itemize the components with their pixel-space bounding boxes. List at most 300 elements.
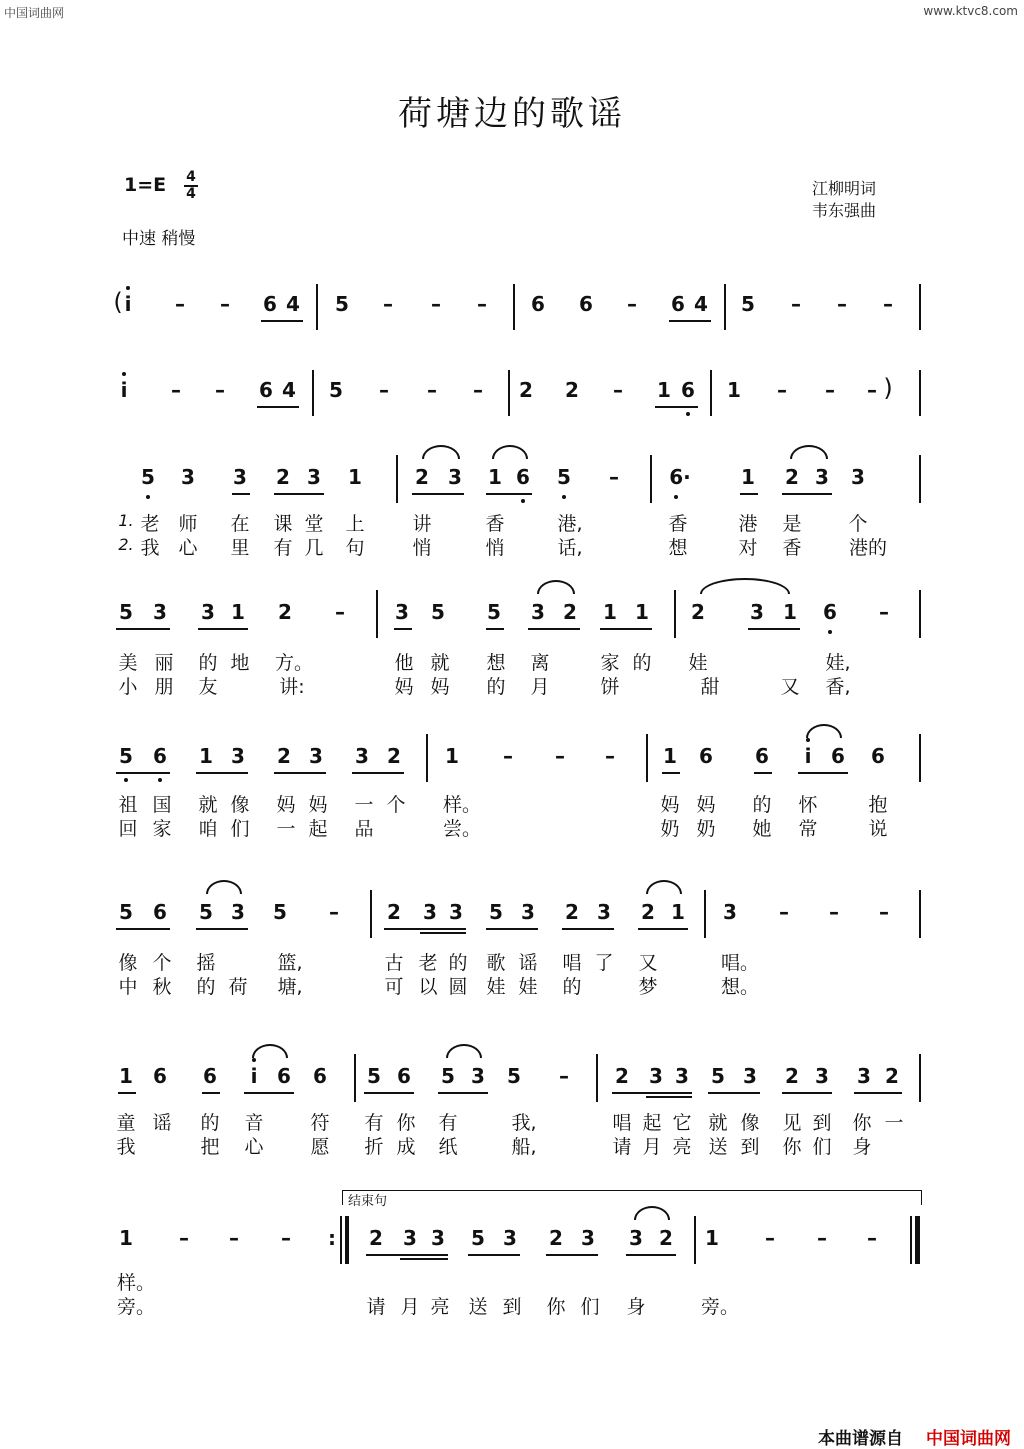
slur — [446, 1044, 482, 1058]
note: – — [503, 744, 513, 768]
lyric: 家 — [600, 652, 620, 674]
lyric: 月 — [400, 1296, 420, 1318]
lyric: 我 — [140, 537, 160, 559]
note: 5 — [119, 744, 133, 768]
barline — [919, 734, 921, 782]
note: 3 — [503, 1226, 517, 1250]
note: 3 — [675, 1064, 689, 1088]
lyric: 月 — [530, 676, 550, 698]
lyric: 中 — [118, 976, 138, 998]
note: – — [879, 600, 889, 624]
time-signature — [184, 170, 198, 202]
barline — [513, 284, 515, 330]
lyric: 愿 — [310, 1136, 330, 1158]
repeat-bracket-open: ( — [113, 288, 123, 316]
double-underline — [400, 1258, 448, 1260]
note: 3 — [629, 1226, 643, 1250]
note: 1 — [671, 900, 685, 924]
note: – — [329, 900, 339, 924]
note: – — [879, 900, 889, 924]
lyric: 心 — [178, 537, 198, 559]
lyric: 咱 — [198, 818, 218, 840]
lyric: 身 — [626, 1296, 646, 1318]
lyric: 妈 — [276, 794, 296, 816]
underline — [394, 628, 412, 630]
underline — [528, 628, 580, 630]
barline — [919, 890, 921, 938]
lyric: 他 — [394, 652, 414, 674]
lyricist: 江柳明词 — [812, 179, 877, 198]
underline — [740, 493, 758, 495]
note: 3 — [649, 1064, 663, 1088]
final-barline — [910, 1216, 912, 1264]
slur — [790, 445, 828, 459]
lyric: 折 — [364, 1136, 384, 1158]
note: 5 — [273, 900, 287, 924]
lyric: 她 — [752, 818, 772, 840]
lyric: 亮 — [430, 1296, 450, 1318]
underline — [655, 406, 698, 408]
note: 2 — [387, 744, 401, 768]
note: 5 — [119, 600, 133, 624]
lyric: 有 — [438, 1112, 458, 1134]
note: – — [431, 292, 441, 316]
slur — [537, 580, 575, 594]
note: 3 — [521, 900, 535, 924]
barline — [919, 284, 921, 330]
note: 1 — [783, 600, 797, 624]
low-octave-dot — [521, 499, 525, 503]
note: 3 — [815, 1064, 829, 1088]
song-title: 荷塘边的歌谣 — [398, 94, 626, 134]
note: – — [627, 292, 637, 316]
lyric: 妈 — [696, 794, 716, 816]
underline — [486, 493, 532, 495]
barline — [919, 370, 921, 416]
note: 5 — [487, 600, 501, 624]
barline — [694, 1216, 696, 1264]
note: 1 — [488, 465, 502, 489]
lyric: 常 — [798, 818, 818, 840]
note: 3 — [471, 1064, 485, 1088]
underline — [662, 772, 680, 774]
underline — [748, 628, 800, 630]
lyric: 讲 — [412, 513, 432, 535]
lyric: 美 — [118, 652, 138, 674]
note: 5 — [329, 378, 343, 402]
underline — [854, 1092, 902, 1094]
note: – — [215, 378, 225, 402]
note: 2 — [691, 600, 705, 624]
repeat-colon: : — [328, 1226, 336, 1250]
slur — [492, 445, 528, 459]
note: 5 — [711, 1064, 725, 1088]
lyric: 港的 — [848, 537, 888, 559]
lyric: 符 — [310, 1112, 330, 1134]
lyric: 谣 — [152, 1112, 172, 1134]
note: 5 — [441, 1064, 455, 1088]
note: 5 — [431, 600, 445, 624]
lyric: 有 — [273, 537, 293, 559]
lyric: 老 — [418, 952, 438, 974]
underline — [708, 1092, 760, 1094]
lyric: 旁。 — [700, 1296, 740, 1318]
note: 2 — [415, 465, 429, 489]
note: 6 — [277, 1064, 291, 1088]
note: – — [379, 378, 389, 402]
lyric: 唱。 — [720, 952, 760, 974]
lyric: 香 — [782, 537, 802, 559]
note: – — [335, 600, 345, 624]
note: 3 — [449, 900, 463, 924]
underline — [116, 628, 170, 630]
lyric: 的 — [632, 652, 652, 674]
low-octave-dot — [124, 778, 128, 782]
note: 3 — [743, 1064, 757, 1088]
slur — [700, 578, 790, 594]
lyric: 的 — [196, 976, 216, 998]
note: 3 — [403, 1226, 417, 1250]
note: – — [171, 378, 181, 402]
note: – — [765, 1226, 775, 1250]
slur — [646, 880, 682, 894]
barline — [919, 455, 921, 503]
repeat-barline — [340, 1216, 342, 1264]
note: 3 — [233, 465, 247, 489]
lyric: 们 — [230, 818, 250, 840]
underline — [600, 628, 652, 630]
note: 4 — [694, 292, 708, 316]
note: 3 — [531, 600, 545, 624]
lyric: 你 — [396, 1112, 416, 1134]
lyric: 奶 — [660, 818, 680, 840]
lyric: 了 — [594, 952, 614, 974]
composer: 韦东强曲 — [812, 201, 877, 220]
lyric: 船, — [511, 1136, 537, 1158]
note: 1 — [199, 744, 213, 768]
note: 5 — [199, 900, 213, 924]
note: – — [559, 1064, 569, 1088]
lyric: 歌 — [486, 952, 506, 974]
note: – — [175, 292, 185, 316]
note: – — [791, 292, 801, 316]
underline — [612, 1092, 692, 1094]
underline — [274, 772, 326, 774]
note: 1 — [231, 600, 245, 624]
lyric: 把 — [200, 1136, 220, 1158]
lyric: 送 — [708, 1136, 728, 1158]
note: 5 — [141, 465, 155, 489]
source-site-link[interactable]: 中国词曲网 — [926, 1429, 1011, 1449]
lyric: 到 — [812, 1112, 832, 1134]
lyric: 月 — [642, 1136, 662, 1158]
lyric: 送 — [468, 1296, 488, 1318]
note: 1 — [603, 600, 617, 624]
underline — [782, 1092, 832, 1094]
note: 6 — [516, 465, 530, 489]
lyric: 回 — [118, 818, 138, 840]
note: 6 — [699, 744, 713, 768]
note: 3 — [851, 465, 865, 489]
slur — [252, 1044, 288, 1058]
lyric: 妈 — [394, 676, 414, 698]
note: 6 — [153, 900, 167, 924]
underline — [261, 320, 303, 322]
note: 1 — [119, 1064, 133, 1088]
underline — [364, 1092, 414, 1094]
note: 3 — [153, 600, 167, 624]
lyric: 一 — [354, 794, 374, 816]
lyric: 以 — [418, 976, 438, 998]
note: 1 — [741, 465, 755, 489]
note: 1 — [348, 465, 362, 489]
note: 2 — [519, 378, 533, 402]
high-octave-dot — [122, 372, 126, 376]
lyric: 童 — [116, 1112, 136, 1134]
note: 3 — [355, 744, 369, 768]
lyric: 抱 — [868, 794, 888, 816]
verse-number: 1. — [118, 511, 134, 530]
underline — [244, 1092, 294, 1094]
note: 6 — [823, 600, 837, 624]
note: 1 — [635, 600, 649, 624]
slur — [806, 724, 842, 738]
note: 1 — [445, 744, 459, 768]
note: 5 — [335, 292, 349, 316]
note: 1 — [657, 378, 671, 402]
barline — [596, 1054, 598, 1102]
note: 2 — [276, 465, 290, 489]
note: – — [179, 1226, 189, 1250]
underline — [438, 1092, 488, 1094]
time-bottom: 4 — [184, 185, 198, 202]
site-watermark-left: 中国词曲网 — [4, 6, 65, 20]
note: 2 — [565, 378, 579, 402]
lyric: 地 — [230, 652, 250, 674]
final-barline-thick — [915, 1216, 920, 1264]
underline — [274, 493, 324, 495]
low-octave-dot — [686, 412, 690, 416]
lyric: 个 — [152, 952, 172, 974]
underline — [116, 772, 170, 774]
barline — [646, 734, 648, 782]
lyric: 请 — [612, 1136, 632, 1158]
lyric: 又 — [638, 952, 658, 974]
lyric: 想 — [668, 537, 688, 559]
underline — [486, 628, 504, 630]
note: 3 — [181, 465, 195, 489]
note: – — [229, 1226, 239, 1250]
lyric: 几 — [304, 537, 324, 559]
lyric: 话, — [557, 537, 583, 559]
underline — [257, 406, 299, 408]
lyric: 娃, — [825, 652, 851, 674]
note: 3 — [395, 600, 409, 624]
lyric: 妈 — [660, 794, 680, 816]
underline — [232, 493, 250, 495]
underline — [198, 628, 248, 630]
note: 2 — [565, 900, 579, 924]
note: 2 — [615, 1064, 629, 1088]
lyric: 怀 — [798, 794, 818, 816]
lyric: 里 — [230, 537, 250, 559]
note: 3 — [750, 600, 764, 624]
lyric: 就 — [198, 794, 218, 816]
note: 5 — [507, 1064, 521, 1088]
barline — [312, 370, 314, 416]
note: 6· — [669, 465, 691, 489]
note: 3 — [815, 465, 829, 489]
underline — [352, 772, 404, 774]
note: 6 — [579, 292, 593, 316]
underline — [366, 1254, 448, 1256]
lyric: 一 — [884, 1112, 904, 1134]
underline — [782, 493, 832, 495]
underline — [116, 928, 170, 930]
lyric: 你 — [546, 1296, 566, 1318]
lyric: 谣 — [518, 952, 538, 974]
lyric: 家 — [152, 818, 172, 840]
lyric: 港 — [738, 513, 758, 535]
note: 3 — [857, 1064, 871, 1088]
lyric: 饼 — [600, 676, 620, 698]
barline — [370, 890, 372, 938]
key-signature: 1=E — [124, 174, 167, 196]
lyric: 品 — [354, 818, 374, 840]
underline — [468, 1254, 520, 1256]
lyric: 的 — [562, 976, 582, 998]
double-underline — [646, 1096, 692, 1098]
barline — [508, 370, 510, 416]
lyric: 师 — [178, 513, 198, 535]
ending-label: 结束句 — [348, 1194, 388, 1209]
note: 6 — [259, 378, 273, 402]
lyric: 小 — [118, 676, 138, 698]
lyric: 们 — [580, 1296, 600, 1318]
lyric: 塘, — [277, 976, 303, 998]
note: 2 — [785, 1064, 799, 1088]
lyric: 篮, — [277, 952, 303, 974]
low-octave-dot — [828, 630, 832, 634]
note: 5 — [471, 1226, 485, 1250]
lyric: 它 — [672, 1112, 692, 1134]
note: 6 — [831, 744, 845, 768]
lyric: 我 — [116, 1136, 136, 1158]
note: 3 — [231, 744, 245, 768]
note: 1 — [119, 1226, 133, 1250]
lyric: 见 — [782, 1112, 802, 1134]
note: 3 — [723, 900, 737, 924]
note: – — [825, 378, 835, 402]
note: – — [220, 292, 230, 316]
lyric: 请 — [366, 1296, 386, 1318]
underline — [562, 928, 614, 930]
lyric: 亮 — [672, 1136, 692, 1158]
lyric: 老 — [140, 513, 160, 535]
lyric: 可 — [384, 976, 404, 998]
note: 3 — [201, 600, 215, 624]
barline — [710, 370, 712, 416]
credits — [812, 178, 876, 222]
barline — [704, 890, 706, 938]
lyric: 祖 — [118, 794, 138, 816]
note: 4 — [282, 378, 296, 402]
repeat-barline-thick — [345, 1216, 349, 1264]
barline — [316, 284, 318, 330]
source-label: 本曲谱源自 — [818, 1429, 903, 1449]
lyric: 句 — [345, 537, 365, 559]
lyric: 起 — [642, 1112, 662, 1134]
low-octave-dot — [158, 778, 162, 782]
note: – — [867, 1226, 877, 1250]
note: i — [120, 378, 128, 402]
underline — [626, 1254, 676, 1256]
lyric: 一 — [276, 818, 296, 840]
lyric: 旁。 — [116, 1296, 156, 1318]
lyric: 丽 — [154, 652, 174, 674]
underline — [546, 1254, 598, 1256]
note: 3 — [307, 465, 321, 489]
note: 2 — [659, 1226, 673, 1250]
lyric: 离 — [530, 652, 550, 674]
barline — [674, 590, 676, 638]
note: 5 — [119, 900, 133, 924]
note: – — [883, 292, 893, 316]
lyric: 课 — [273, 513, 293, 535]
lyric: 的 — [448, 952, 468, 974]
note: 3 — [448, 465, 462, 489]
note: – — [777, 378, 787, 402]
note: 5 — [489, 900, 503, 924]
note: 3 — [581, 1226, 595, 1250]
note: 3 — [231, 900, 245, 924]
note: 1 — [705, 1226, 719, 1250]
underline — [118, 1092, 136, 1094]
note: 2 — [278, 600, 292, 624]
underline — [202, 1092, 220, 1094]
lyric: 在 — [230, 513, 250, 535]
high-octave-dot — [126, 286, 130, 290]
note: 6 — [263, 292, 277, 316]
lyric: 像 — [230, 794, 250, 816]
repeat-bracket-close: ) — [883, 374, 893, 402]
note: – — [829, 900, 839, 924]
lyric: 香, — [825, 676, 851, 698]
underline — [798, 772, 848, 774]
note: 2 — [785, 465, 799, 489]
lyric: 唱 — [612, 1112, 632, 1134]
tempo-marking: 中速 稍慢 — [122, 229, 196, 249]
lyric: 说 — [868, 818, 888, 840]
lyric: 港, — [557, 513, 583, 535]
lyric: 们 — [812, 1136, 832, 1158]
lyric: 你 — [852, 1112, 872, 1134]
note: 2 — [387, 900, 401, 924]
slur — [634, 1206, 670, 1220]
lyric: 朋 — [154, 676, 174, 698]
lyric: 唱 — [562, 952, 582, 974]
lyric: 到 — [740, 1136, 760, 1158]
note: 2 — [641, 900, 655, 924]
lyric: 对 — [738, 537, 758, 559]
note: 6 — [871, 744, 885, 768]
ending-bracket — [342, 1190, 922, 1205]
lyric: 秋 — [152, 976, 172, 998]
lyric: 我, — [511, 1112, 537, 1134]
note: 6 — [313, 1064, 327, 1088]
lyric: 像 — [740, 1112, 760, 1134]
low-octave-dot — [674, 495, 678, 499]
